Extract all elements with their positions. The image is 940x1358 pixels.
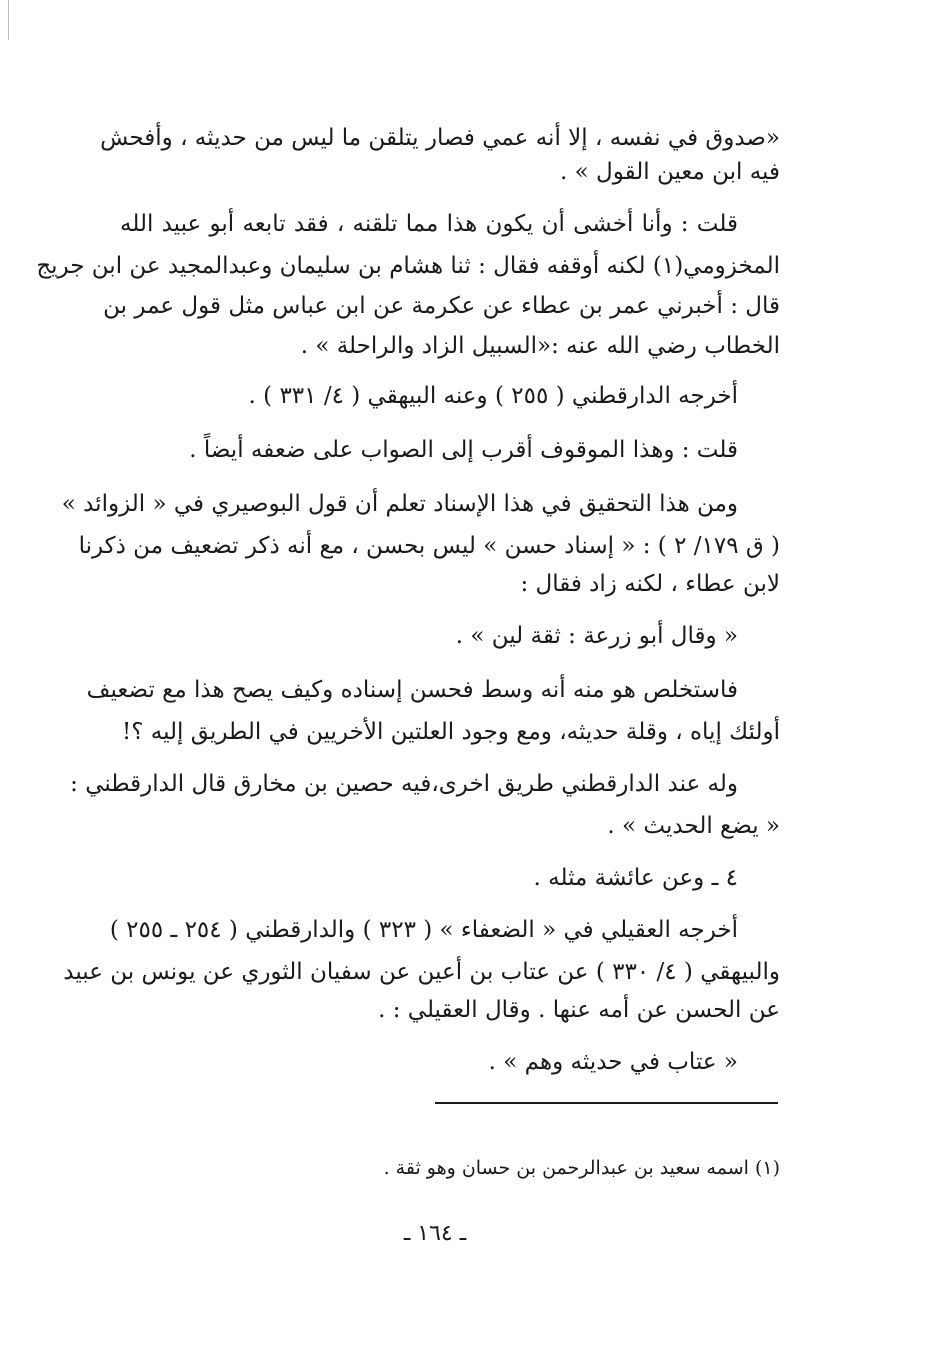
text-line-14: أولئك إياه ، وقلة حديثه، ومع وجود العلتين الأخريين في الطريق إليه ؟!: [122, 719, 780, 745]
text-line-9: ومن هذا التحقيق في هذا الإسناد تعلم أن قول البوصيري في « الزوائد »: [61, 491, 738, 517]
scan-edge-mark: [8, 0, 9, 40]
text-line-12: « وقال أبو زرعة : ثقة لين » .: [455, 623, 738, 649]
text-line-8: قلت : وهذا الموقوف أقرب إلى الصواب على ضعفه أيضاً .: [189, 437, 738, 463]
text-line-17: ٤ ـ وعن عائشة مثله .: [533, 865, 738, 891]
page-number: ـ ١٦٤ ـ: [403, 1221, 467, 1246]
footnote-1: (١) اسمه سعيد بن عبدالرحمن بن حسان وهو ثقة .: [383, 1157, 780, 1179]
text-line-16: « يضع الحديث » .: [607, 813, 780, 839]
text-line-4: المخزومي(١) لكنه أوقفه فقال : ثنا هشام بن سليمان وعبدالمجيد عن ابن جريج: [36, 253, 780, 279]
text-line-11: لابن عطاء ، لكنه زاد فقال :: [520, 571, 780, 597]
text-line-2: فيه ابن معين القول » .: [560, 159, 780, 185]
text-line-18: أخرجه العقيلي في « الضعفاء » ( ٣٢٣ ) والدارقطني ( ٢٥٤ ـ ٢٥٥ ): [109, 917, 738, 943]
text-line-3: قلت : وأنا أخشى أن يكون هذا مما تلقنه ، فقد تابعه أبو عبيد الله: [120, 211, 738, 237]
footnote-separator: [435, 1102, 778, 1104]
text-line-6: الخطاب رضي الله عنه :«السبيل الزاد والراحلة » .: [300, 333, 780, 359]
text-line-19: والبيهقي ( ٤/ ٣٣٠ ) عن عتاب بن أعين عن سفيان الثوري عن يونس بن عبيد: [63, 959, 780, 985]
text-line-13: فاستخلص هو منه أنه وسط فحسن إسناده وكيف يصح هذا مع تضعيف: [86, 677, 738, 703]
text-line-20: عن الحسن عن أمه عنها . وقال العقيلي : .: [378, 997, 780, 1023]
text-line-7: أخرجه الدارقطني ( ٢٥٥ ) وعنه البيهقي ( ٤/ ٣٣١ ) .: [248, 383, 738, 409]
text-line-21: « عتاب في حديثه وهم » .: [488, 1049, 738, 1075]
text-line-1: «صدوق في نفسه ، إلا أنه عمي فصار يتلقن ما ليس من حديثه ، وأفحش: [100, 125, 780, 151]
text-line-15: وله عند الدارقطني طريق اخرى،فيه حصين بن مخارق قال الدارقطني :: [70, 771, 738, 797]
text-line-5: قال : أخبرني عمر بن عطاء عن عكرمة عن ابن عباس مثل قول عمر بن: [103, 293, 780, 319]
text-line-10: ( ق ١٧٩/ ٢ ) : « إسناد حسن » ليس بحسن ، مع أنه ذكر تضعيف من ذكرنا: [78, 533, 780, 559]
